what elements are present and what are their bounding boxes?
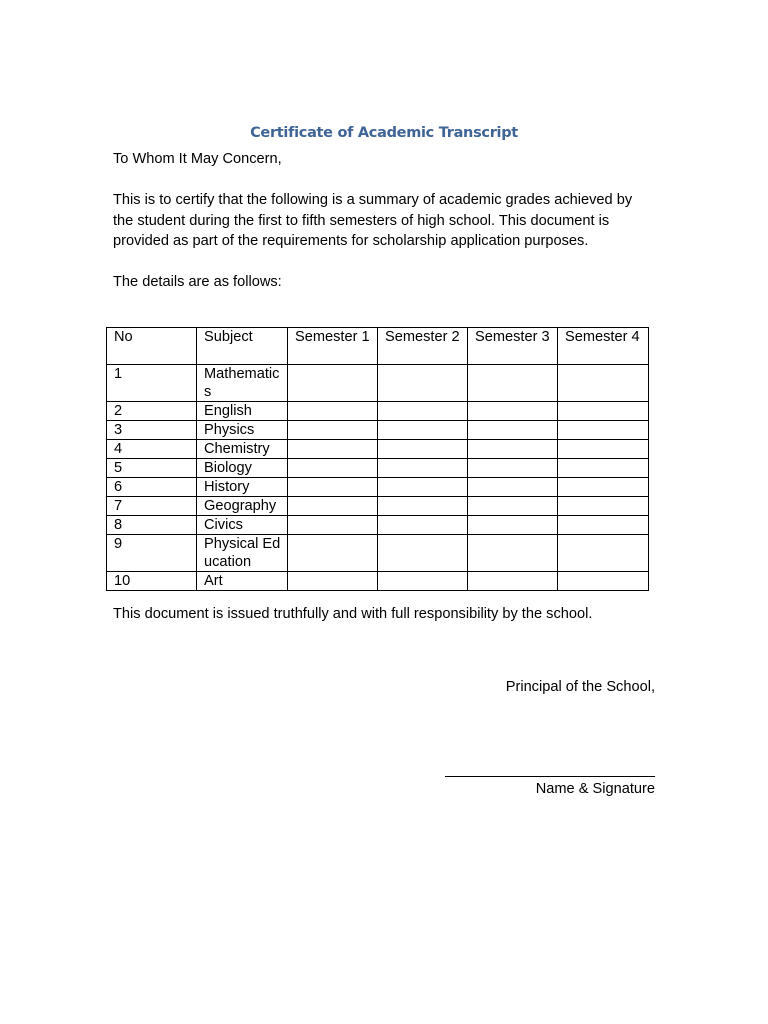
grade-cell-semester-1 (288, 478, 378, 497)
grade-cell-semester-3 (468, 440, 558, 459)
row-number: 1 (107, 365, 197, 402)
grade-cell-semester-1 (288, 516, 378, 535)
salutation: To Whom It May Concern, (113, 151, 282, 167)
grade-cell-semester-2 (378, 572, 468, 591)
grade-cell-semester-4 (558, 402, 649, 421)
row-subject: Mathematics (197, 365, 288, 402)
grade-cell-semester-3 (468, 497, 558, 516)
grade-cell-semester-4 (558, 516, 649, 535)
signature-caption: Name & Signature (535, 781, 655, 797)
table-header-row (107, 328, 649, 365)
grade-cell-semester-1 (288, 402, 378, 421)
grade-cell-semester-4 (558, 572, 649, 591)
intro-line: provided as part of the requirements for scholarship application purposes. (113, 233, 589, 249)
grade-cell-semester-2 (378, 535, 468, 572)
row-number: 10 (107, 572, 197, 591)
grade-cell-semester-1 (288, 459, 378, 478)
row-subject: History (197, 478, 288, 497)
grade-cell-semester-2 (378, 421, 468, 440)
table-row (107, 535, 649, 572)
table-row (107, 365, 649, 402)
grade-cell-semester-1 (288, 421, 378, 440)
closing-statement: This document is issued truthfully and with full responsibility by the school. (113, 606, 593, 622)
row-subject: Geography (197, 497, 288, 516)
grade-cell-semester-3 (468, 516, 558, 535)
row-number: 8 (107, 516, 197, 535)
row-subject: Biology (197, 459, 288, 478)
row-number: 9 (107, 535, 197, 572)
row-subject: Physical Education (197, 535, 288, 572)
row-number: 4 (107, 440, 197, 459)
table-row (107, 459, 649, 478)
grade-cell-semester-2 (378, 478, 468, 497)
grade-cell-semester-4 (558, 497, 649, 516)
grade-cell-semester-4 (558, 478, 649, 497)
row-subject: Civics (197, 516, 288, 535)
row-subject: English (197, 402, 288, 421)
grade-cell-semester-4 (558, 440, 649, 459)
grades-table-body (107, 365, 649, 591)
grade-cell-semester-1 (288, 572, 378, 591)
row-subject: Physics (197, 421, 288, 440)
header-semester-3: Semester 3 (468, 328, 558, 365)
grade-cell-semester-1 (288, 440, 378, 459)
grade-cell-semester-2 (378, 516, 468, 535)
grade-cell-semester-2 (378, 402, 468, 421)
grade-cell-semester-2 (378, 440, 468, 459)
row-number: 7 (107, 497, 197, 516)
header-no: No (107, 328, 197, 365)
header-semester-1: Semester 1 (288, 328, 378, 365)
grade-cell-semester-3 (468, 459, 558, 478)
grade-cell-semester-2 (378, 459, 468, 478)
grade-cell-semester-1 (288, 535, 378, 572)
row-subject: Art (197, 572, 288, 591)
grade-cell-semester-3 (468, 478, 558, 497)
row-number: 2 (107, 402, 197, 421)
grade-cell-semester-1 (288, 497, 378, 516)
details-intro: The details are as follows: (113, 274, 282, 290)
row-number: 3 (107, 421, 197, 440)
document-title: Certificate of Academic Transcript (250, 125, 518, 141)
table-row (107, 421, 649, 440)
row-subject: Chemistry (197, 440, 288, 459)
row-number: 5 (107, 459, 197, 478)
row-number: 6 (107, 478, 197, 497)
grade-cell-semester-3 (468, 421, 558, 440)
table-row (107, 516, 649, 535)
grade-cell-semester-4 (558, 365, 649, 402)
grade-cell-semester-1 (288, 365, 378, 402)
table-row (107, 440, 649, 459)
grade-cell-semester-4 (558, 459, 649, 478)
grade-cell-semester-4 (558, 421, 649, 440)
intro-paragraph (113, 190, 658, 252)
grade-cell-semester-3 (468, 572, 558, 591)
table-row (107, 572, 649, 591)
grade-cell-semester-4 (558, 535, 649, 572)
grade-cell-semester-2 (378, 365, 468, 402)
grades-table (106, 327, 649, 591)
intro-line: This is to certify that the following is a summary of academic grades achieved by (113, 192, 633, 208)
signature-line (445, 776, 655, 777)
header-semester-2: Semester 2 (378, 328, 468, 365)
principal-label: Principal of the School, (505, 679, 655, 695)
table-row (107, 497, 649, 516)
table-row (107, 402, 649, 421)
grade-cell-semester-3 (468, 365, 558, 402)
grade-cell-semester-3 (468, 402, 558, 421)
table-row (107, 478, 649, 497)
grade-cell-semester-2 (378, 497, 468, 516)
grade-cell-semester-3 (468, 535, 558, 572)
header-subject: Subject (197, 328, 288, 365)
intro-line: the student during the first to fifth semesters of high school. This document is (113, 212, 610, 229)
header-semester-4: Semester 4 (558, 328, 649, 365)
